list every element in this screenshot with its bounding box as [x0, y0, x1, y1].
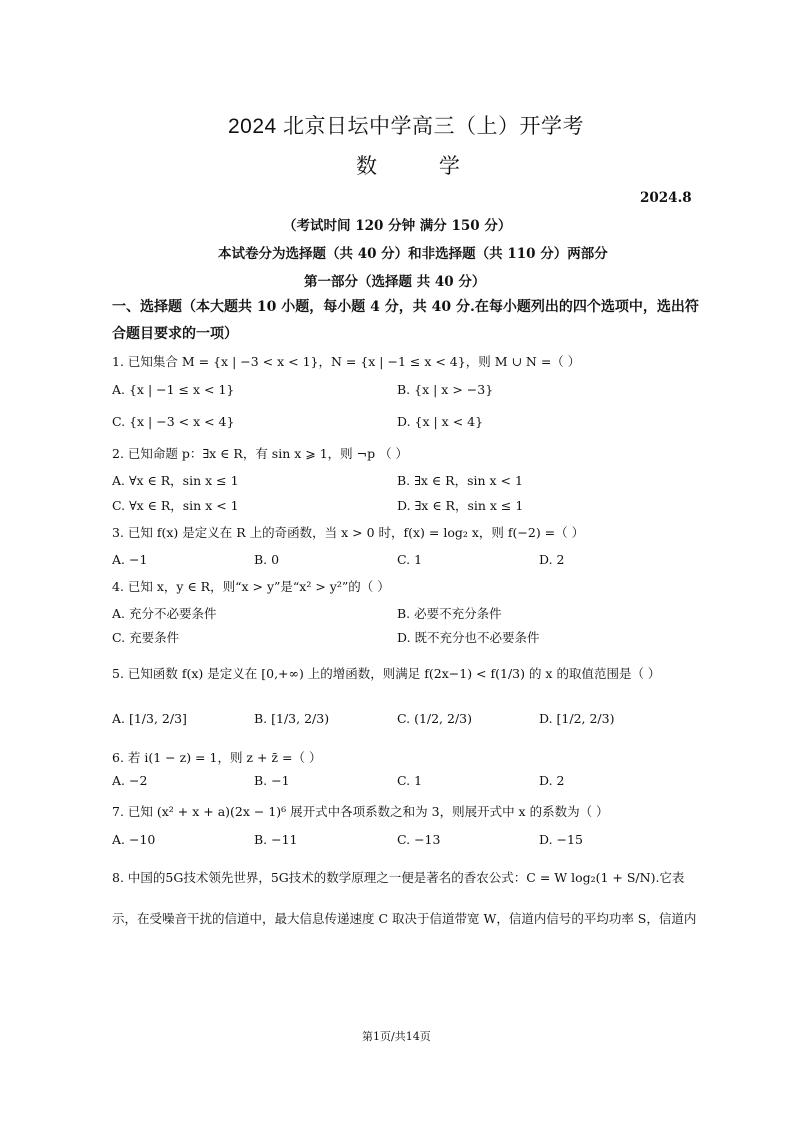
question-1-stem: 1. 已知集合 M = {x | −3 < x < 1}，N = {x | −1 ≤ x < 4}，则 M ∪ N =（ ）	[112, 354, 581, 369]
question-3-option-c: C. 1	[397, 552, 423, 567]
question-7-stem: 7. 已知 (x² + x + a)(2x − 1)⁶ 展开式中各项系数之和为 3，则展开式中 x 的系数为（ ）	[112, 804, 609, 819]
subject-title: 数 学	[356, 155, 488, 178]
question-3-option-a: A. −1	[112, 552, 148, 567]
question-6-option-a: A. −2	[112, 773, 148, 788]
question-3-stem: 3. 已知 f(x) 是定义在 R 上的奇函数，当 x > 0 时，f(x) = log₂ x，则 f(−2) =（ ）	[112, 525, 585, 540]
question-7-option-c: C. −13	[397, 832, 441, 847]
question-3-option-d: D. 2	[539, 552, 565, 567]
question-4-stem: 4. 已知 x，y ∈ R，则“x > y”是“x² > y²”的（ ）	[112, 579, 390, 594]
question-7-option-a: A. −10	[112, 832, 156, 847]
section-heading-line2: 合题目要求的一项）	[112, 326, 238, 342]
question-1-option-b: B. {x | x > −3}	[397, 382, 494, 397]
question-5-option-a: A. [1/3, 2/3]	[112, 711, 187, 726]
part-one-heading: 第一部分（选择题 共 40 分）	[304, 274, 486, 290]
question-6-stem: 6. 若 i(1 − z) = 1，则 z + z̄ =（ ）	[112, 750, 322, 765]
question-7-option-b: B. −11	[254, 832, 298, 847]
page-footer: 第1页/共14页	[362, 1030, 431, 1043]
question-4-option-d: D. 既不充分也不必要条件	[397, 630, 540, 645]
question-4-option-c: C. 充要条件	[112, 630, 180, 645]
question-6-option-c: C. 1	[397, 773, 423, 788]
question-7-option-d: D. −15	[539, 832, 583, 847]
question-6-option-b: B. −1	[254, 773, 290, 788]
question-8-stem-line2: 示，在受噪音干扰的信道中，最大信息传递速度 C 取决于信道带宽 W，信道内信号的平均功率 S，信道内	[112, 911, 697, 926]
question-2-option-c: C. ∀x ∈ R，sin x < 1	[112, 498, 239, 513]
exam-date: 2024.8	[640, 190, 692, 206]
question-1-option-a: A. {x | −1 ≤ x < 1}	[112, 382, 235, 397]
question-3-option-b: B. 0	[254, 552, 280, 567]
exam-structure: 本试卷分为选择题（共 40 分）和非选择题（共 110 分）两部分	[218, 246, 608, 262]
question-5-option-d: D. [1/2, 2/3)	[539, 711, 615, 726]
question-4-option-b: B. 必要不充分条件	[397, 606, 502, 621]
question-5-stem: 5. 已知函数 f(x) 是定义在 [0,+∞) 上的增函数，则满足 f(2x−1) < f(1/3) 的 x 的取值范围是（ ）	[112, 666, 661, 681]
question-2-stem: 2. 已知命题 p：∃x ∈ R，有 sin x ⩾ 1，则 ¬p （ ）	[112, 446, 409, 461]
question-1-option-d: D. {x | x < 4}	[397, 414, 484, 429]
question-5-option-c: C. (1/2, 2/3)	[397, 711, 472, 726]
question-2-option-a: A. ∀x ∈ R，sin x ≤ 1	[112, 473, 239, 488]
question-2-option-d: D. ∃x ∈ R，sin x ≤ 1	[397, 498, 524, 513]
section-heading-line1: 一、选择题（本大题共 10 小题，每小题 4 分，共 40 分.在每小题列出的四个选项中，选出符	[112, 299, 699, 315]
question-2-option-b: B. ∃x ∈ R，sin x < 1	[397, 473, 523, 488]
exam-info: （考试时间 120 分钟 满分 150 分）	[283, 218, 512, 234]
question-6-option-d: D. 2	[539, 773, 565, 788]
question-8-stem: 8. 中国的5G技术领先世界，5G技术的数学原理之一便是著名的香农公式：C = W log₂(1 + S/N).它表	[112, 870, 685, 885]
question-1-option-c: C. {x | −3 < x < 4}	[112, 414, 235, 429]
page-title: 2024 北京日坛中学高三（上）开学考	[228, 115, 585, 138]
question-5-option-b: B. [1/3, 2/3)	[254, 711, 330, 726]
question-4-option-a: A. 充分不必要条件	[112, 606, 217, 621]
